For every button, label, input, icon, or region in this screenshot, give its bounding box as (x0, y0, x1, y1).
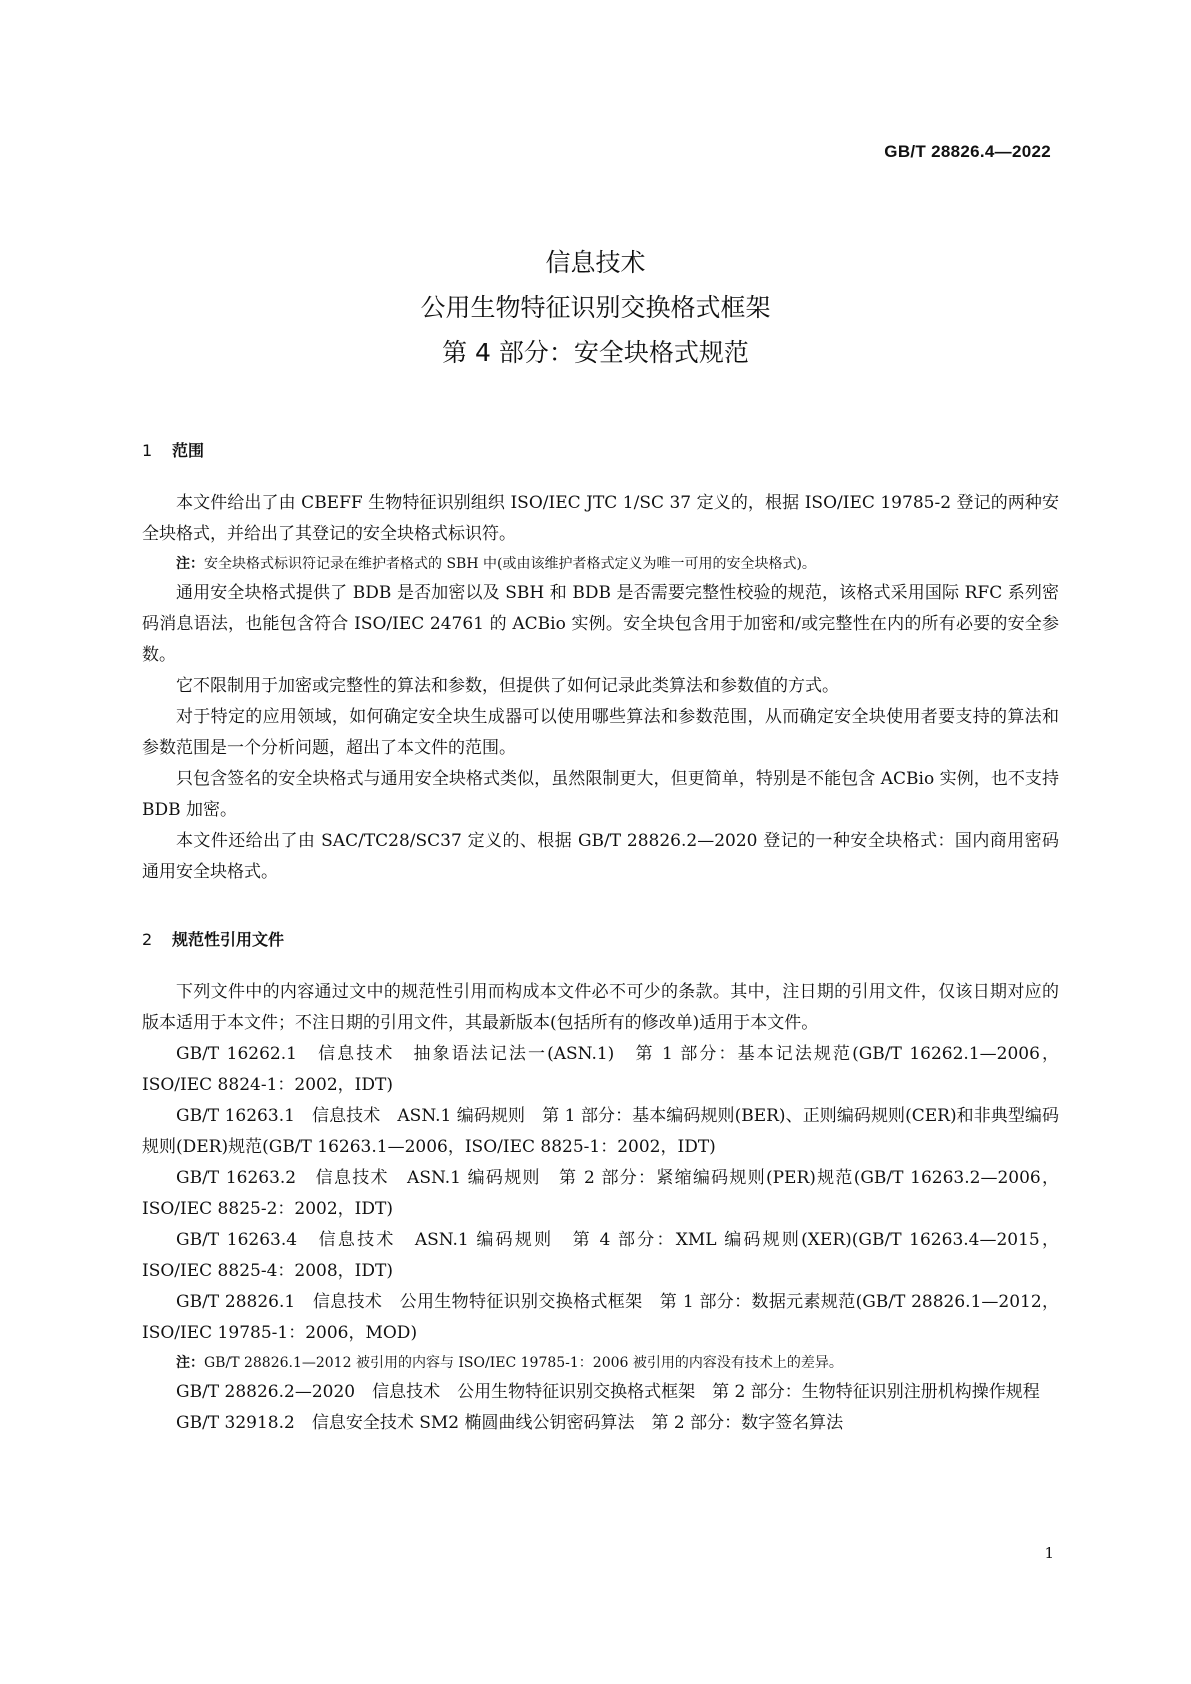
reference-item: GB/T 32918.2 信息安全技术 SM2 椭圆曲线公钥密码算法 第 2 部分：数字签名算法 (176, 1413, 844, 1433)
title-line-3: 第 4 部分：安全块格式规范 (442, 338, 749, 367)
note-text: 安全块格式标识符记录在维护者格式的 SBH 中(或由该维护者格式定义为唯一可用的安全块格式)。 (204, 556, 816, 572)
document-body (142, 435, 1059, 1439)
paragraph: 对于特定的应用领域，如何确定安全块生成器可以使用哪些算法和参数范围，从而确定安全块使用者要支持的算法和参数范围是一个分析问题，超出了本文件的范围。 (142, 707, 1059, 758)
document-title (0, 240, 1191, 375)
paragraph: 通用安全块格式提供了 BDB 是否加密以及 SBH 和 BDB 是否需要完整性校验的规范，该格式采用国际 RFC 系列密码消息语法，也能包含符合 ISO/IEC 24761 的 ACBio 实例。安全块包含用于加密和/或完整性在内的所有必要的安全参数。 (142, 583, 1059, 665)
note-label: 注： (176, 556, 204, 572)
reference-item: GB/T 16262.1 信息技术 抽象语法记法一(ASN.1) 第 1 部分：基本记法规范(GB/T 16262.1—2006，ISO/IEC 8824-1：2002，IDT) (142, 1044, 1059, 1095)
reference-item: GB/T 28826.1 信息技术 公用生物特征识别交换格式框架 第 1 部分：数据元素规范(GB/T 28826.1—2012，ISO/IEC 19785-1：2006，MOD) (142, 1292, 1059, 1343)
note-text: GB/T 28826.1—2012 被引用的内容与 ISO/IEC 19785-1：2006 被引用的内容没有技术上的差异。 (204, 1355, 843, 1371)
title-line-1: 信息技术 (545, 248, 646, 277)
note-label: 注： (176, 1355, 204, 1371)
standard-code: GB/T 28826.4—2022 (884, 142, 1051, 161)
note (142, 550, 1059, 578)
section-2-heading (142, 924, 1059, 955)
paragraph: 本文件还给出了由 SAC/TC28/SC37 定义的、根据 GB/T 28826.2—2020 登记的一种安全块格式：国内商用密码通用安全块格式。 (142, 831, 1059, 882)
reference-item: GB/T 16263.4 信息技术 ASN.1 编码规则 第 4 部分：XML 编码规则(XER)(GB/T 16263.4—2015，ISO/IEC 8825-4：2008，IDT) (142, 1230, 1059, 1281)
section-1-heading (142, 435, 1059, 466)
section-number: 2 (142, 930, 153, 949)
reference-item: GB/T 28826.2—2020 信息技术 公用生物特征识别交换格式框架 第 2 部分：生物特征识别注册机构操作规程 (176, 1382, 1040, 1402)
paragraph: 它不限制用于加密或完整性的算法和参数，但提供了如何记录此类算法和参数值的方式。 (176, 676, 839, 696)
title-line-2: 公用生物特征识别交换格式框架 (420, 293, 771, 322)
reference-item: GB/T 16263.1 信息技术 ASN.1 编码规则 第 1 部分：基本编码规则(BER)、正则编码规则(CER)和非典型编码规则(DER)规范(GB/T 16263.1—2006，ISO/IEC 8825-1：2002，IDT) (142, 1106, 1059, 1157)
section-number: 1 (142, 441, 153, 460)
section-title: 范围 (172, 441, 205, 460)
section-title: 规范性引用文件 (172, 930, 285, 949)
paragraph: 只包含签名的安全块格式与通用安全块格式类似，虽然限制更大，但更简单，特别是不能包含 ACBio 实例，也不支持 BDB 加密。 (142, 769, 1059, 820)
page-number: 1 (1044, 1544, 1054, 1562)
paragraph: 下列文件中的内容通过文中的规范性引用而构成本文件必不可少的条款。其中，注日期的引用文件，仅该日期对应的版本适用于本文件；不注日期的引用文件，其最新版本(包括所有的修改单)适用于本文件。 (142, 982, 1059, 1033)
paragraph: 本文件给出了由 CBEFF 生物特征识别组织 ISO/IEC JTC 1/SC 37 定义的，根据 ISO/IEC 19785-2 登记的两种安全块格式，并给出了其登记的安全块格式标识符。 (142, 493, 1059, 544)
note (142, 1349, 1059, 1377)
reference-item: GB/T 16263.2 信息技术 ASN.1 编码规则 第 2 部分：紧缩编码规则(PER)规范(GB/T 16263.2—2006，ISO/IEC 8825-2：2002，IDT) (142, 1168, 1059, 1219)
